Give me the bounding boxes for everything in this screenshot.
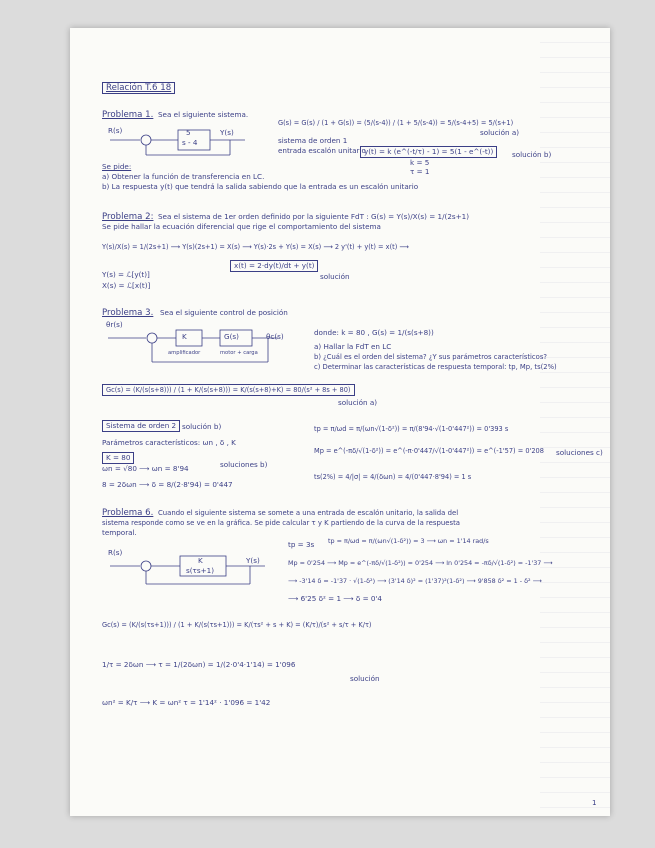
p1-closed-loop-formula: G(s) = G(s) / (1 + G(s)) = (5/(s-4)) / (1 + 5/(s-4)) = 5/(s-4+5) = 5/(s+1) xyxy=(278,119,514,127)
p1-solution-b: solución b) xyxy=(512,150,552,159)
p6-solution: solución xyxy=(350,674,380,683)
p3-block-k: K xyxy=(182,332,187,341)
p1-block-num: 5 xyxy=(186,128,191,137)
problem-2-statement-1: Sea el sistema de 1er orden definido por la siguiente FdT : G(s) = Y(s)/X(s) = 1/(2s+1) xyxy=(158,212,470,221)
p6-delta-step-1: ⟶ -3'14 δ = -1'37 · √(1-δ²) ⟶ (3'14 δ)² = (1'37)²(1-δ²) ⟶ 9'858 δ² = 1 - δ² ⟶ xyxy=(288,577,542,585)
p3-solution-b2: soluciones b) xyxy=(220,460,268,469)
bleed-through-shadow xyxy=(540,28,610,816)
p6-tau: 1/τ = 2δωn ⟶ τ = 1/(2δωn) = 1/(2·0'4·1'14) = 1'096 xyxy=(102,660,296,669)
p3-question-b: b) ¿Cuál es el orden del sistema? ¿Y sus parámetros característicos? xyxy=(314,353,547,361)
p3-delta: 8 = 2δωn ⟶ δ = 8/(2·8'94) = 0'447 xyxy=(102,480,233,489)
p3-mp: Mp = e^(-πδ/√(1-δ²)) = e^(-π·0'447/√(1-0'447²)) = e^(-1'57) = 0'208 xyxy=(314,447,544,455)
p3-k-value: K = 80 xyxy=(102,452,134,464)
p3-question-a: a) Hallar la FdT en LC xyxy=(314,342,392,351)
p6-input-label: R(s) xyxy=(108,548,123,557)
p3-order: Sistema de orden 2 xyxy=(102,420,180,432)
p2-derivation: Y(s)/X(s) = 1/(2s+1) ⟶ Y(s)(2s+1) = X(s) ⟶ Y(s)·2s + Y(s) = X(s) ⟶ 2 y'(t) + y(t) = x(t) ⟶ xyxy=(102,243,409,251)
p1-question-a: a) Obtener la función de transferencia en LC. xyxy=(102,172,265,181)
p1-input-type: entrada escalón unitario xyxy=(278,146,366,155)
p6-tp-value: tp = 3s xyxy=(288,540,315,549)
problem-2-title: Problema 2: xyxy=(102,212,154,222)
p3-solution-a: solución a) xyxy=(338,398,378,407)
problem-3-title: Problema 3. xyxy=(102,308,154,318)
p3-wn: ωn = √80 ⟶ ωn = 8'94 xyxy=(102,464,189,473)
p3-input-label: θr(s) xyxy=(106,320,123,329)
p6-closed-loop: Gc(s) = (K/(s(τs+1))) / (1 + K/(s(τs+1))) = K/(τs² + s + K) = (K/τ)/(s² + s/τ + K/τ) xyxy=(102,621,372,629)
p1-response: y(t) = k (e^(-t/τ) - 1) = 5(1 - e^(-t)) xyxy=(360,146,497,158)
p3-params: Parámetros característicos: ωn , δ , K xyxy=(102,438,236,447)
p6-delta-result: ⟶ 6'25 δ² = 1 ⟶ δ = 0'4 xyxy=(288,594,382,603)
problem-1-title: Problema 1. xyxy=(102,110,154,120)
p3-block-g-label: motor + carga xyxy=(220,350,258,356)
p6-output-label: Y(s) xyxy=(246,556,260,565)
p3-solution-c: soluciones c) xyxy=(556,448,603,457)
problem-6-title: Problema 6. xyxy=(102,508,154,518)
p3-closed-loop: Gc(s) = (K/(s(s+8))) / (1 + K/(s(s+8))) = K/(s(s+8)+K) = 80/(s² + 8s + 80) xyxy=(102,384,355,396)
p3-output-label: θc(s) xyxy=(266,332,284,341)
p1-tau: τ = 1 xyxy=(410,167,430,176)
p6-block-k: K xyxy=(198,556,203,565)
p2-result: x(t) = 2·dy(t)/dt + y(t) xyxy=(230,260,318,272)
p1-gain: k = 5 xyxy=(410,158,430,167)
p6-k: ωn² = K/τ ⟶ K = ωn² τ = 1'14² · 1'096 = 1'42 xyxy=(102,698,271,707)
page-number: 1 xyxy=(592,798,597,807)
p1-block-den: s - 4 xyxy=(182,138,198,147)
problem-6-statement-1: Cuando el siguiente sistema se somete a una entrada de escalón unitario, la salida del xyxy=(158,509,459,517)
p3-block-g: G(s) xyxy=(224,332,239,341)
p2-solution: solución xyxy=(320,272,350,281)
problem-1-statement: Sea el siguiente sistema. xyxy=(158,110,249,119)
p2-laplace-y: Y(s) = ℒ[y(t)] xyxy=(102,270,150,279)
p6-tp-equation: tp = π/ωd = π/(ωn√(1-δ²)) = 3 ⟶ ωn = 1'14 rad/s xyxy=(328,537,489,545)
notebook-page xyxy=(70,28,610,816)
p3-question-c: c) Determinar las características de respuesta temporal: tp, Mp, ts(2%) xyxy=(314,363,557,371)
p1-question-b: b) La respuesta y(t) que tendrá la salida sabiendo que la entrada es un escalón unitario xyxy=(102,182,419,191)
p3-ts: ts(2%) = 4/|σ| = 4/(δωn) = 4/(0'447·8'94) = 1 s xyxy=(314,473,472,481)
problem-6-statement-3: temporal. xyxy=(102,528,137,537)
problem-2-statement-2: Se pide hallar la ecuación diferencial que rige el comportamiento del sistema xyxy=(102,222,381,231)
problem-3-statement: Sea el siguiente control de posición xyxy=(160,308,288,317)
p6-block-den: s(τs+1) xyxy=(186,566,215,575)
problem-6-statement-2: sistema responde como se ve en la gráfica. Se pide calcular τ y K partiendo de la curva de la respuesta xyxy=(102,519,460,527)
p3-block-k-label: amplificador xyxy=(168,350,201,356)
p1-solution-a: solución a) xyxy=(480,128,520,137)
p1-order: sistema de orden 1 xyxy=(278,136,348,145)
page-title: Relación T.6 18 xyxy=(102,82,175,94)
p2-laplace-x: X(s) = ℒ[x(t)] xyxy=(102,281,151,290)
p1-input-label: R(s) xyxy=(108,126,123,135)
p1-output-label: Y(s) xyxy=(220,128,234,137)
p1-se-pide: Se pide: xyxy=(102,162,132,171)
p6-mp-equation: Mp = 0'254 ⟶ Mp = e^(-πδ/√(1-δ²)) = 0'254 ⟶ ln 0'254 = -πδ/√(1-δ²) = -1'37 ⟶ xyxy=(288,559,553,567)
p3-tp: tp = π/ωd = π/(ωn√(1-δ²)) = π/(8'94·√(1-0'447²)) = 0'393 s xyxy=(314,425,509,433)
p3-solution-b: solución b) xyxy=(182,422,222,431)
p3-given: donde: k = 80 , G(s) = 1/(s(s+8)) xyxy=(314,328,434,337)
